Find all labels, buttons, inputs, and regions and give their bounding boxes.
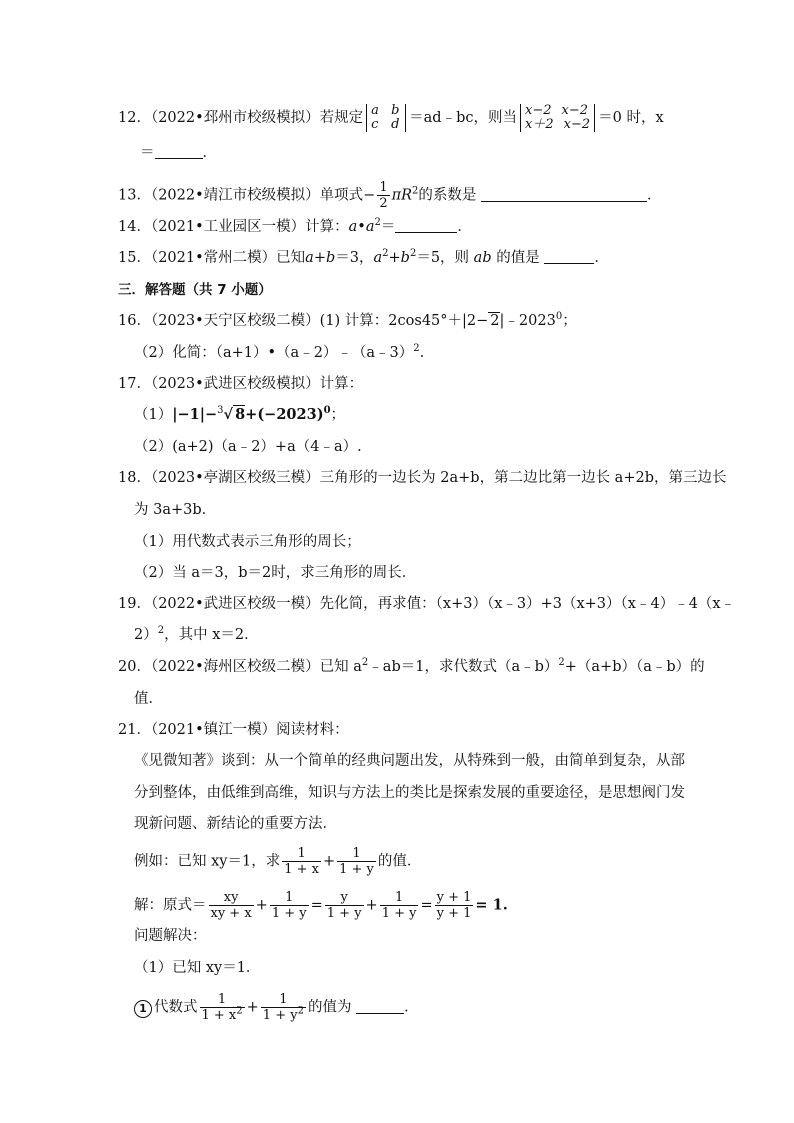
question-text: +（a+b）（a﹣b）的 xyxy=(564,659,705,675)
question-text: （2）化简：（a+1）•（a﹣2）﹣（a﹣3） xyxy=(134,345,414,361)
question-17-part1: （1）|−1|−$^3$√ $8+(-2023)^0$； xyxy=(134,405,346,423)
question-number: 21． xyxy=(118,722,151,738)
question-number: 15． xyxy=(118,250,151,266)
question-20 xyxy=(118,656,705,678)
question-19-line2 xyxy=(134,624,259,646)
question-number: 16． xyxy=(118,313,151,329)
section-heading: 三．解答题（共 7 小题） xyxy=(118,282,272,298)
math-term: πR xyxy=(391,187,413,204)
fraction: $\frac{1}{1 + x^2}$ xyxy=(201,992,243,1023)
exponent: 2 xyxy=(413,343,420,355)
question-text: ． xyxy=(202,145,217,161)
circled-number-icon: 1 xyxy=(134,1000,152,1018)
question-text: ． xyxy=(404,999,419,1016)
question-text: ＝5，则 xyxy=(416,250,470,266)
math-term: a•a xyxy=(348,219,375,235)
question-text: 代数式 xyxy=(154,999,198,1016)
question-text: 的系数是 xyxy=(418,187,477,204)
question-text: ﹣ab＝1，求代数式（a﹣b） xyxy=(368,659,559,675)
math-sign: − xyxy=(363,187,376,204)
question-text: （2023•亭湖区校级三模）三角形的一边长为 2a+b，第二边比第一边长 a+2b，第三边长 xyxy=(150,470,727,486)
exponent: 2 xyxy=(409,248,417,260)
question-text: （2022•武进区校级一模）先化简，再求值：（x+3）（x﹣3）+3（x+3）（x﹣4）﹣4（x﹣ xyxy=(150,596,736,612)
math-term: ab xyxy=(473,250,492,266)
question-18-line2: 为 3a+3b． xyxy=(134,502,217,518)
question-18-part2: （2）当 a＝3，b＝2时，求三角形的周长． xyxy=(134,565,417,581)
question-16 xyxy=(118,310,577,332)
question-number: 18． xyxy=(118,470,151,486)
question-text: ＝0 时，x xyxy=(598,110,664,126)
math-term: |−1|− xyxy=(172,406,218,423)
math-term: +(−2023) xyxy=(245,406,324,423)
determinant-x: x−2 x−2 x＋2 x−2 xyxy=(520,104,595,132)
question-text: （2022•靖江市校级模拟）单项式 xyxy=(150,187,364,204)
question-text: . xyxy=(419,345,425,361)
answer-blank[interactable] xyxy=(481,187,647,202)
math-term: +b xyxy=(388,250,410,266)
sqrt-term: 2 xyxy=(490,313,500,329)
exponent: 2 xyxy=(558,657,565,669)
exponent: 2 xyxy=(382,248,389,260)
question-15 xyxy=(118,247,609,269)
question-number: 20． xyxy=(118,659,151,675)
question-text: 的值是 xyxy=(496,250,540,266)
question-text: ． xyxy=(457,219,472,235)
question-text: （2022•邳州市校级模拟）若规定 xyxy=(150,110,364,126)
question-17-part2: （2）(a+2)（a﹣2）+a（4﹣a）. xyxy=(134,439,362,455)
question-21-part1: （1）已知 xy＝1． xyxy=(134,960,261,976)
question-number: 14． xyxy=(118,219,151,235)
question-text: （2021•常州二模）已知 xyxy=(150,250,306,266)
cube-root-term: 8 xyxy=(235,406,246,423)
question-text: ； xyxy=(330,407,346,423)
question-text: ； xyxy=(562,313,577,329)
question-number: 17． xyxy=(118,376,151,392)
question-14 xyxy=(118,216,472,238)
reading-paragraph-line: 现新问题、新结论的重要方法． xyxy=(134,816,337,832)
exponent: 0 xyxy=(323,405,331,417)
root-index: 3 xyxy=(217,405,224,417)
question-text: （1） xyxy=(134,407,173,423)
fraction: $\frac{1}{1 + x}$ xyxy=(284,846,319,877)
question-17 xyxy=(118,373,363,395)
question-number: 19． xyxy=(118,596,151,612)
question-text: |﹣2023 xyxy=(499,313,556,329)
fraction: $\frac{1}{1 + y}$ xyxy=(381,890,417,921)
question-text: ． xyxy=(594,250,609,266)
question-12 xyxy=(118,104,664,132)
fraction: $\frac{1}{1 + y^2}$ xyxy=(262,992,304,1023)
question-text: （2022•海州区校级二模）已知 a xyxy=(150,659,362,675)
question-21-sub1: 1 代数式 $\frac{1}{1 + x^2}$ + $\frac{1}{1 + y^2}$ 的值为 ． xyxy=(134,992,419,1023)
answer-blank[interactable] xyxy=(544,249,594,264)
fraction: $\frac{1}{2}$ xyxy=(379,180,388,211)
question-text: 的值． xyxy=(377,853,422,870)
question-text: （2021•工业园区一模）计算： xyxy=(150,219,349,235)
question-number: 13． xyxy=(118,187,151,204)
solution-result: = 1. xyxy=(475,896,508,914)
answer-blank[interactable] xyxy=(395,218,457,233)
reading-paragraph-line: 分到整体，由低维到高维，知识与方法上的类比是探索发展的重要途径，是思想阀门发 xyxy=(134,785,685,801)
question-19 xyxy=(118,593,735,615)
question-text: （2023•武进区校级模拟）计算： xyxy=(150,376,364,392)
problem-heading: 问题解决： xyxy=(134,928,207,944)
question-text: ＝ad﹣bc，则当 xyxy=(409,110,517,126)
answer-blank[interactable] xyxy=(155,144,203,159)
question-text: ． xyxy=(647,187,662,204)
exponent: 2 xyxy=(361,657,369,669)
fraction: $\frac{y + 1}{y + 1}$ xyxy=(436,890,472,921)
answer-blank[interactable] xyxy=(356,999,404,1014)
question-text: 2） xyxy=(134,627,158,643)
reading-paragraph-line: 《见微知著》谈到：从一个简单的经典问题出发，从特殊到一般，由简单到复杂，从部 xyxy=(134,753,685,769)
question-text: ＝ xyxy=(380,219,396,235)
solution-line: 解：原式＝ $\frac{xy}{xy + x}$ + $\frac{1}{1 + y}$ = $\frac{y}{1 + y}$ + $\frac{1}{1 + y}$ = $\frac{y + 1}{y + 1}$ = 1. xyxy=(134,890,508,921)
question-16-part2 xyxy=(134,342,424,364)
question-number: 12． xyxy=(118,110,151,126)
determinant-definition: a b c d xyxy=(366,104,406,132)
question-text: ＝ xyxy=(140,145,155,161)
question-text: ＝3， xyxy=(335,250,374,266)
question-text: 的值为 xyxy=(307,999,352,1016)
exponent: 2 xyxy=(157,625,165,637)
math-term: a+b xyxy=(305,250,336,266)
exponent: 2 xyxy=(412,185,419,197)
fraction: $\frac{xy}{xy + x}$ xyxy=(210,890,252,921)
question-text: （2021•镇江一模）阅读材料： xyxy=(150,722,349,738)
question-text: ，其中 x＝2． xyxy=(164,627,259,643)
question-18-part1: （1）用代数式表示三角形的周长； xyxy=(134,534,361,550)
exponent: 2 xyxy=(374,217,381,229)
fraction: $\frac{1}{1 + y}$ xyxy=(271,890,307,921)
question-text: （2023•天宁区校级二模）(1) 计算：2cos45°＋|2− xyxy=(150,313,489,329)
exponent: 0 xyxy=(555,311,563,323)
question-text: 解：原式＝ xyxy=(134,897,207,914)
question-20-line2: 值． xyxy=(134,691,163,707)
question-13 xyxy=(118,180,662,211)
fraction: $\frac{1}{1 + y}$ xyxy=(339,846,374,877)
question-21 xyxy=(118,719,349,741)
question-18 xyxy=(118,467,726,489)
math-term: a xyxy=(373,250,383,266)
question-12-line2 xyxy=(140,142,217,164)
example-line: 例如：已知 xy＝1，求 $\frac{1}{1 + x}$ + $\frac{1}{1 + y}$ 的值． xyxy=(134,846,422,877)
question-text: 例如：已知 xy＝1，求 xyxy=(134,853,281,870)
fraction: $\frac{y}{1 + y}$ xyxy=(326,890,362,921)
